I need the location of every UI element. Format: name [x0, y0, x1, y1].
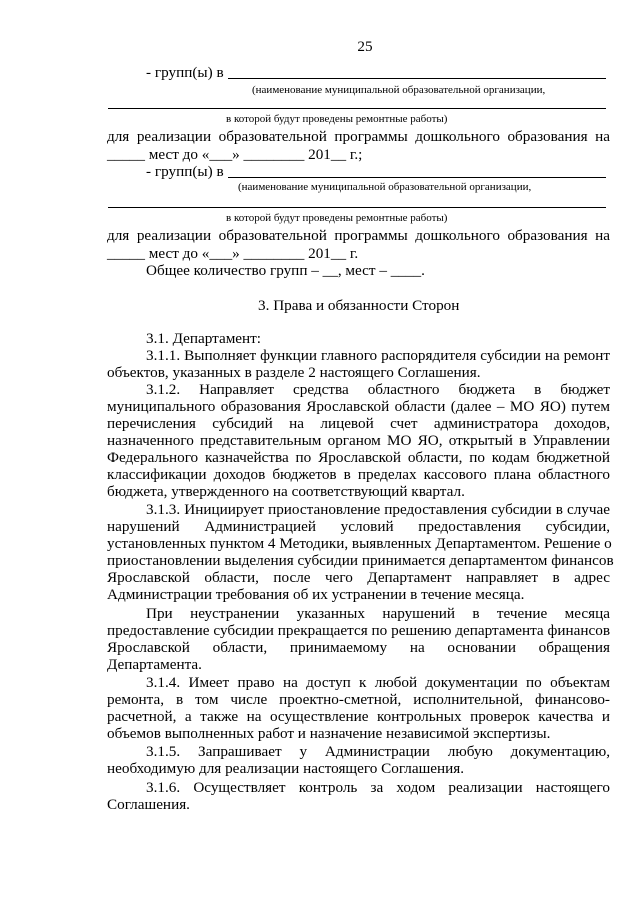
para-3-1-4-line: расчетной, а также на осуществление контрольных проверок качества и	[107, 708, 610, 725]
org-underline-1	[228, 78, 606, 79]
repair-caption-2: в которой будут проведены ремонтные работы)	[226, 212, 448, 224]
para-3-1-2-line: 3.1.2. Направляет средства областного бюджета в бюджет	[146, 381, 610, 398]
purpose-line-2: для реализации образовательной программы дошкольного образования на	[107, 227, 610, 244]
para-3-1-3-line: установленных пунктом 4 Методики, выявленных Департаментом. Решение о	[107, 535, 612, 552]
repair-underline-1	[108, 108, 606, 109]
repair-underline-2	[108, 207, 606, 208]
para-3-1-3-line: Администрации требования об их устранении в течение месяца.	[107, 586, 525, 603]
places-line-1: _____ мест до «___» ________ 201__ г.;	[107, 146, 363, 163]
para-3-1-2-line: классификации доходов бюджетов в пределах кассового плана областного	[107, 466, 610, 483]
para-3-1-2-line: Федерального казначейства по Ярославской области, по кодам бюджетной	[107, 449, 610, 466]
places-line-2: _____ мест до «___» ________ 201__ г.	[107, 245, 359, 262]
para-3-1-3-line: нарушений Администрацией условий предоставления субсидии,	[107, 518, 610, 535]
para-3-1: 3.1. Департамент:	[146, 330, 262, 347]
org-caption-1: (наименование муниципальной образовательной организации,	[252, 84, 546, 96]
para-3-1-3-line: Ярославской области, после чего Департамент направляет в адрес	[107, 569, 610, 586]
para-3-1-2-line: бюджета, утвержденного на соответствующий квартал.	[107, 483, 465, 500]
para-3-1-1-line: объектов, указанных в разделе 2 настоящего Соглашения.	[107, 364, 481, 381]
para-3-1-6-line: 3.1.6. Осуществляет контроль за ходом реализации настоящего	[146, 779, 610, 796]
para-3-1-6-line: Соглашения.	[107, 796, 190, 813]
para-3-1-2-line: назначенного представительным органом МО ЯО, открытый в Управлении	[107, 432, 610, 449]
para-3-1-3-line: 3.1.3. Инициирует приостановление предоставления субсидии в случае	[146, 501, 610, 518]
para-failure-line: Ярославской области, принимаемому на основании обращения	[107, 639, 610, 656]
para-3-1-5-line: необходимую для реализации настоящего Соглашения.	[107, 760, 465, 777]
para-3-1-4-line: 3.1.4. Имеет право на доступ к любой документации по объектам	[146, 674, 610, 691]
para-3-1-2-line: муниципального образования Ярославской области (далее – МО ЯО) путем	[107, 398, 610, 415]
page-number: 25	[357, 38, 373, 55]
para-failure-line: предоставление субсидии прекращается по решению департамента финансов	[107, 622, 610, 639]
groups-prefix-1: - групп(ы) в	[146, 64, 224, 81]
para-failure-line: Департамента.	[107, 656, 202, 673]
total-line: Общее количество групп – __, мест – ____.	[146, 262, 425, 279]
para-3-1-4-line: объемов выполненных работ и назначение независимой экспертизы.	[107, 725, 551, 742]
purpose-line-1: для реализации образовательной программы дошкольного образования на	[107, 128, 610, 145]
para-3-1-1-line: 3.1.1. Выполняет функции главного распорядителя субсидии на ремонт	[146, 347, 610, 364]
para-failure-line: При неустранении указанных нарушений в течение месяца	[146, 605, 610, 622]
org-caption-2: (наименование муниципальной образовательной организации,	[238, 181, 532, 193]
para-3-1-4-line: ремонта, в том числе проектно-сметной, исполнительной, финансово-	[107, 691, 610, 708]
groups-prefix-2: - групп(ы) в	[146, 163, 224, 180]
para-3-1-2-line: перечисления субсидий на лицевой счет администратора доходов,	[107, 415, 610, 432]
org-underline-2	[228, 177, 606, 178]
para-3-1-5-line: 3.1.5. Запрашивает у Администрации любую документацию,	[146, 743, 610, 760]
repair-caption-1: в которой будут проведены ремонтные работы)	[226, 113, 448, 125]
section-title: 3. Права и обязанности Сторон	[258, 297, 460, 314]
para-3-1-3-line: приостановлении выделения субсидии принимается департаментом финансов	[107, 552, 614, 569]
